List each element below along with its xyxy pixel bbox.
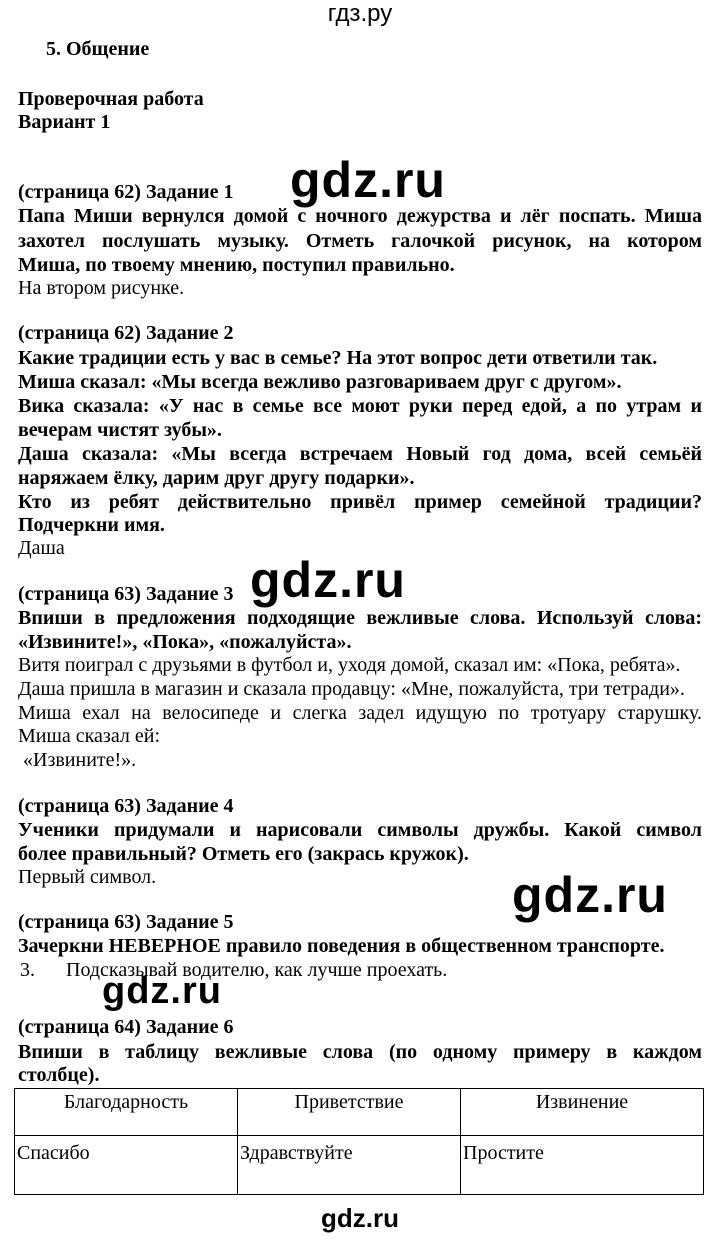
- site-header: гдз.ру: [327, 0, 393, 27]
- task3-answer: Витя поиграл с друзьями в футбол и, уходя домой, сказал им: «Пока, ребята».: [18, 654, 681, 676]
- task2-question: Даша сказала: «Мы всегда встречаем Новый год дома, всей семьёй: [18, 443, 702, 465]
- polite-words-table: [14, 1088, 704, 1195]
- task6-question: Впиши в таблицу вежливые слова (по одному примеру в каждом: [18, 1041, 702, 1063]
- task2-question: Кто из ребят действительно привёл пример семейной традиции?: [18, 491, 702, 513]
- task1-question: захотел послушать музыку. Отметь галочкой рисунок, на котором: [18, 230, 702, 252]
- task2-answer: Даша: [18, 537, 65, 559]
- task2-question: Вика сказала: «У нас в семье все моют руки перед едой, а по утрам и: [18, 395, 702, 417]
- task2-question: Подчеркни имя.: [18, 514, 165, 536]
- task1-title: (страница 62) Задание 1: [18, 181, 234, 203]
- task1-answer: На втором рисунке.: [18, 277, 185, 299]
- watermark: gdz.ru: [102, 970, 222, 1012]
- task3-answer: «Извините!».: [18, 749, 137, 771]
- task5-question: Зачеркни НЕВЕРНОЕ правило поведения в общественном транспорте.: [18, 935, 665, 957]
- table-cell: Здравствуйте: [238, 1136, 461, 1195]
- task5-title: (страница 63) Задание 5: [18, 911, 234, 933]
- task6-title: (страница 64) Задание 6: [18, 1016, 234, 1038]
- task2-title: (страница 62) Задание 2: [18, 322, 234, 344]
- table-row: [15, 1136, 704, 1195]
- table-header-cell: Приветствие: [238, 1089, 461, 1136]
- table-cell: Спасибо: [15, 1136, 238, 1195]
- work-title: Проверочная работа: [18, 88, 204, 110]
- task2-question: вечерам чистят зубы».: [18, 419, 222, 441]
- table-header-cell: Извинение: [461, 1089, 704, 1136]
- watermark: gdz.ru: [512, 867, 668, 923]
- task3-answer: Даша пришла в магазин и сказала продавцу: «Мне, пожалуйста, три тетради».: [18, 678, 685, 700]
- task3-question: Впиши в предложения подходящие вежливые слова. Используй слова:: [18, 607, 702, 629]
- site-footer: gdz.ru: [321, 1203, 399, 1233]
- watermark: gdz.ru: [250, 552, 406, 608]
- task3-title: (страница 63) Задание 3: [18, 583, 234, 605]
- task4-question: более правильный? Отметь его (закрась кружок).: [18, 843, 469, 865]
- table-cell: Простите: [461, 1136, 704, 1195]
- task4-answer: Первый символ.: [18, 866, 157, 888]
- task3-answer: Миша ехал на велосипеде и слегка задел идущую по тротуару старушку.: [18, 702, 702, 724]
- task5-answer: Подсказывай водителю, как лучше проехать.: [66, 959, 448, 981]
- task4-title: (страница 63) Задание 4: [18, 795, 234, 817]
- task1-question: Папа Миши вернулся домой с ночного дежурства и лёг поспать. Миша: [18, 205, 702, 227]
- task2-question: Миша сказал: «Мы всегда вежливо разговариваем друг с другом».: [18, 371, 622, 393]
- task4-question: Ученики придумали и нарисовали символы дружбы. Какой символ: [18, 819, 702, 841]
- task2-question: наряжаем ёлку, дарим друг другу подарки».: [18, 467, 415, 489]
- task5-answer-number: 3.: [20, 959, 35, 981]
- task2-question: Какие традиции есть у вас в семье? На этот вопрос дети ответили так.: [18, 347, 658, 369]
- variant-title: Вариант 1: [18, 111, 111, 133]
- table-header-cell: Благодарность: [15, 1089, 238, 1136]
- section-title: 5. Общение: [46, 38, 150, 60]
- task1-question: Миша, по твоему мнению, поступил правильно.: [18, 254, 455, 276]
- task3-answer: Миша сказал ей:: [18, 725, 161, 747]
- task6-question: столбце).: [18, 1064, 100, 1086]
- table-header-row: [15, 1089, 704, 1136]
- watermark: gdz.ru: [290, 152, 446, 208]
- task3-question: «Извините!», «Пока», «пожалуйста».: [18, 631, 352, 653]
